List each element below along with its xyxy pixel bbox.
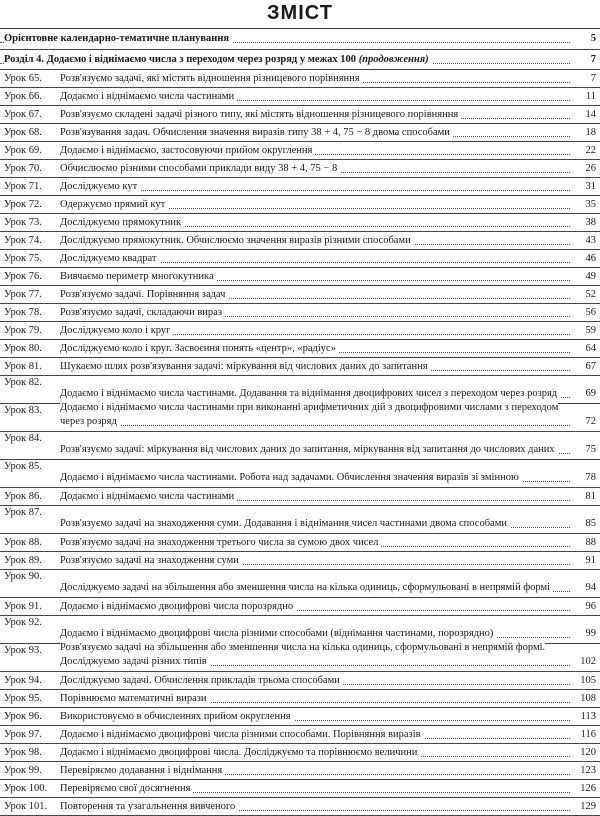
lesson-title-cell	[60, 252, 570, 266]
lesson-title: Розв'язуємо задачі, які містять відношення різницевого порівняння	[60, 73, 363, 84]
toc-lesson-row[interactable]	[0, 268, 600, 286]
toc-lesson-row[interactable]	[0, 286, 600, 304]
toc-lesson-row[interactable]	[0, 304, 600, 322]
lesson-number: Урок 81.	[4, 361, 42, 372]
toc-lesson-row[interactable]	[0, 644, 600, 672]
lesson-number: Урок 65.	[4, 73, 42, 84]
lesson-number: Урок 92.	[4, 617, 42, 628]
lesson-number: Урок 88.	[4, 537, 42, 548]
lesson-title: Досліджуємо кут	[60, 181, 140, 192]
toc-lesson-row[interactable]	[0, 744, 600, 762]
lesson-page-number: 78	[585, 472, 596, 483]
lesson-title-cell	[60, 536, 570, 550]
lesson-page-number: 22	[585, 144, 596, 156]
lesson-number: Урок 82.	[4, 377, 42, 388]
toc-lesson-row[interactable]	[0, 672, 600, 690]
lesson-page-number: 43	[585, 234, 596, 246]
lesson-title-cell	[60, 674, 570, 688]
lesson-title: Досліджуємо задачі на збільшення або зменшення числа на кілька одиниць, сформульовані в непрямій формі	[60, 582, 553, 593]
lesson-title-cell	[60, 324, 570, 338]
toc-lesson-row[interactable]	[0, 124, 600, 142]
toc-lesson-row[interactable]	[0, 432, 600, 460]
toc-intro-text: Орієнтовне календарно-тематичне планування	[4, 33, 232, 44]
lesson-title: Додаємо і віднімаємо числа частинами при виконанні арифметичних дій з двоцифровими числами з переходом через розряд	[60, 402, 559, 427]
lesson-number: Урок 91.	[4, 601, 42, 612]
lesson-page-number: 64	[585, 342, 596, 354]
lesson-title-cell	[60, 490, 570, 504]
lesson-title-cell	[60, 554, 570, 568]
toc-lesson-row[interactable]	[0, 340, 600, 358]
lesson-page-number: 38	[585, 216, 596, 228]
toc-lesson-row[interactable]	[0, 160, 600, 178]
toc-lesson-row[interactable]	[0, 460, 600, 488]
toc-intro-page: 5	[590, 33, 596, 44]
lesson-title: Одержуємо прямий кут	[60, 199, 168, 210]
toc-lesson-row[interactable]	[0, 506, 600, 534]
lesson-number: Урок 79.	[4, 325, 42, 336]
lesson-title: Розв'язуємо задачі: міркування від числових даних до запитання, міркування від запитання до числових даних	[60, 444, 558, 455]
lesson-page-number: 35	[585, 198, 596, 210]
lesson-number: Урок 86.	[4, 491, 42, 502]
lesson-title-cell	[60, 471, 570, 485]
lesson-title: Додаємо і віднімаємо числа частинами	[60, 91, 237, 102]
lesson-title-cell	[60, 288, 570, 302]
lesson-number: Урок 95.	[4, 693, 42, 704]
lesson-number: Урок 84.	[4, 433, 42, 444]
lesson-page-number: 72	[585, 416, 596, 427]
lesson-page-number: 59	[585, 324, 596, 336]
lesson-title-cell	[60, 360, 570, 374]
toc-lesson-row[interactable]	[0, 70, 600, 88]
lesson-page-number: 120	[580, 746, 596, 758]
lesson-title-cell	[60, 443, 570, 457]
lesson-number: Урок 78.	[4, 307, 42, 318]
lesson-page-number: 113	[580, 710, 596, 722]
lesson-title-cell	[60, 782, 570, 796]
toc-lesson-row[interactable]	[0, 214, 600, 232]
toc-section-row[interactable]	[0, 50, 600, 70]
lesson-page-number: 116	[580, 728, 596, 740]
toc-section-page: 7	[590, 53, 596, 65]
lesson-title-cell	[60, 126, 570, 140]
lesson-title: Перевіряємо свої досягнення	[60, 783, 193, 794]
lesson-title: Досліджуємо прямокутник. Обчислюємо значення виразів різними способами	[60, 235, 414, 246]
lesson-title-cell	[60, 198, 570, 212]
lesson-title: Додаємо і віднімаємо числа частинами. Додавання та віднімання двоцифрових чисел з переходом через розряд	[60, 388, 560, 399]
lesson-number: Урок 75.	[4, 253, 42, 264]
lesson-page-number: 108	[580, 692, 596, 704]
lesson-page-number: 75	[585, 444, 596, 455]
section-suffix: (продовження)	[358, 53, 429, 65]
lesson-page-number: 7	[590, 72, 596, 84]
page-title: ЗМІСТ	[267, 2, 333, 24]
lesson-title-cell	[60, 600, 570, 614]
lesson-page-number: 67	[585, 360, 596, 372]
lesson-page-number: 11	[585, 90, 596, 102]
toc-lesson-row[interactable]	[0, 798, 600, 816]
lesson-title: Розв'язуємо задачі на знаходження суми. Додавання і віднімання чисел частинами двома способами	[60, 518, 510, 529]
toc-lesson-row[interactable]	[0, 196, 600, 214]
lesson-page-number: 18	[585, 126, 596, 138]
lesson-number: Урок 97.	[4, 729, 42, 740]
lesson-title: Додаємо і віднімаємо, застосовуючи прийом округлення	[60, 145, 315, 156]
lesson-title: Додаємо і віднімаємо числа частинами. Робота над задачами. Обчислення значення виразів зі змінною	[60, 472, 522, 483]
lesson-title-cell	[60, 216, 570, 230]
lesson-title: Шукаємо шлях розв'язування задачі: міркування від числових даних до запитання	[60, 361, 431, 372]
lesson-title: Розв'язуємо задачі на знаходження третього числа за сумою двох чисел	[60, 537, 381, 548]
toc-lesson-row[interactable]	[0, 780, 600, 798]
lesson-page-number: 49	[585, 270, 596, 282]
toc-section-label	[0, 53, 570, 67]
lesson-title-cell	[60, 162, 570, 176]
toc-lesson-row[interactable]	[0, 616, 600, 644]
lesson-page-number: 99	[585, 628, 596, 639]
lesson-page-number: 31	[585, 180, 596, 192]
lesson-title-cell	[60, 144, 570, 158]
toc-section-text	[4, 54, 432, 65]
lesson-number: Урок 90.	[4, 571, 42, 582]
lesson-number: Урок 96.	[4, 711, 42, 722]
lesson-title: Додаємо і віднімаємо двоцифрові числа різними способами. Порівняння виразів	[60, 729, 424, 740]
toc-lesson-row[interactable]	[0, 106, 600, 124]
lesson-number: Урок 76.	[4, 271, 42, 282]
lesson-number: Урок 67.	[4, 109, 42, 120]
lesson-title: Досліджуємо коло і круг. Засвоєння понять «центр», «радіус»	[60, 343, 339, 354]
lesson-title-cell	[60, 581, 570, 595]
lesson-title: Досліджуємо коло і круг	[60, 325, 173, 336]
toc-lesson-row[interactable]	[0, 534, 600, 552]
lesson-title: Додаємо і віднімаємо двоцифрові числа. Досліджуємо та порівнюємо величини	[60, 747, 420, 758]
lesson-title: Повторення та узагальнення вивченого	[60, 801, 238, 812]
lesson-title-cell	[60, 342, 570, 356]
lesson-title-cell	[60, 800, 570, 814]
lesson-title: Досліджуємо прямокутник	[60, 217, 184, 228]
lesson-title-cell	[60, 72, 570, 86]
lesson-title: Обчислюємо різними способами приклади виду 38 + 4, 75 − 8	[60, 163, 340, 174]
toc-lesson-row[interactable]	[0, 142, 600, 160]
lesson-page-number: 85	[585, 518, 596, 529]
lesson-title-cell	[60, 764, 570, 778]
lesson-number: Урок 89.	[4, 555, 42, 566]
lesson-list	[0, 70, 600, 816]
lesson-page-number: 102	[580, 656, 596, 667]
lesson-title: Розв'язування задач. Обчислення значення виразів типу 38 + 4, 75 − 8 двома способами	[60, 127, 453, 138]
lesson-number: Урок 71.	[4, 181, 42, 192]
lesson-title-cell	[60, 90, 570, 104]
toc-lesson-row[interactable]	[0, 726, 600, 744]
toc-lesson-row[interactable]	[0, 570, 600, 598]
lesson-page-number: 91	[585, 554, 596, 566]
lesson-page-number: 46	[585, 252, 596, 264]
lesson-number: Урок 73.	[4, 217, 42, 228]
toc-lesson-row[interactable]	[0, 322, 600, 340]
lesson-title: Перевіряємо додавання і віднімання	[60, 765, 225, 776]
lesson-page-number: 94	[585, 582, 596, 593]
lesson-title-cell	[60, 306, 570, 320]
lesson-title-cell	[60, 517, 570, 531]
lesson-title-cell	[60, 108, 570, 122]
lesson-title: Розв'язуємо задачі. Порівняння задач	[60, 289, 228, 300]
lesson-page-number: 126	[580, 782, 596, 794]
lesson-title-cell	[60, 692, 570, 706]
lesson-page-number: 14	[585, 108, 596, 120]
lesson-page-number: 69	[585, 388, 596, 399]
toc-lesson-row[interactable]	[0, 488, 600, 506]
toc-lesson-row[interactable]	[0, 690, 600, 708]
toc-lesson-row[interactable]	[0, 358, 600, 376]
lesson-title-cell	[60, 387, 570, 401]
toc-lesson-row[interactable]	[0, 232, 600, 250]
toc-lesson-row[interactable]	[0, 376, 600, 404]
lesson-number: Урок 66.	[4, 91, 42, 102]
lesson-number: Урок 70.	[4, 163, 42, 174]
toc-lesson-row[interactable]	[0, 708, 600, 726]
lesson-title: Досліджуємо квадрат	[60, 253, 160, 264]
lesson-number: Урок 100.	[4, 783, 48, 794]
lesson-title: Додаємо і віднімаємо двоцифрові числа порозрядно	[60, 601, 296, 612]
lesson-title: Вивчаємо периметр многокутника	[60, 271, 217, 282]
lesson-number: Урок 68.	[4, 127, 42, 138]
lesson-title: Використовуємо в обчисленнях прийом округлення	[60, 711, 294, 722]
lesson-page-number: 129	[580, 800, 596, 812]
lesson-title: Додаємо і віднімаємо числа частинами	[60, 491, 237, 502]
lesson-title-cell	[60, 710, 570, 724]
toc-lesson-row[interactable]	[0, 598, 600, 616]
lesson-number: Урок 80.	[4, 343, 42, 354]
lesson-number: Урок 98.	[4, 747, 42, 758]
toc-lesson-row[interactable]	[0, 88, 600, 106]
toc-lesson-row[interactable]	[0, 178, 600, 196]
lesson-number: Урок 69.	[4, 145, 42, 156]
lesson-number: Урок 72.	[4, 199, 42, 210]
lesson-number: Урок 83.	[4, 405, 42, 416]
lesson-title: Розв'язуємо задачі, складаючи вираз	[60, 307, 225, 318]
lesson-title-cell	[60, 627, 570, 641]
toc-lesson-row[interactable]	[0, 552, 600, 570]
lesson-title: Розв'язуємо задачі на знаходження суми	[60, 555, 242, 566]
lesson-number: Урок 101.	[4, 801, 48, 812]
lesson-page-number: 123	[580, 764, 596, 776]
lesson-number: Урок 87.	[4, 507, 42, 518]
lesson-number: Урок 93.	[4, 645, 42, 656]
toc-lesson-row[interactable]	[0, 762, 600, 780]
lesson-title-cell	[60, 180, 570, 194]
toc-lesson-row[interactable]	[0, 404, 600, 432]
lesson-number: Урок 94.	[4, 675, 42, 686]
lesson-page-number: 88	[585, 536, 596, 548]
section-title: Розділ 4. Додаємо і віднімаємо числа з переходом через розряд у межах 100	[4, 53, 357, 65]
lesson-title-cell	[60, 401, 570, 429]
lesson-number: Урок 74.	[4, 235, 42, 246]
toc-intro-row[interactable]	[0, 29, 600, 50]
lesson-number: Урок 85.	[4, 461, 42, 472]
lesson-title-cell	[60, 641, 570, 669]
lesson-number: Урок 99.	[4, 765, 42, 776]
toc-lesson-row[interactable]	[0, 250, 600, 268]
lesson-title-cell	[60, 270, 570, 284]
lesson-title: Досліджуємо задачі. Обчислення прикладів трьома способами	[60, 675, 343, 686]
lesson-title-cell	[60, 746, 570, 760]
lesson-title-cell	[60, 234, 570, 248]
lesson-page-number: 96	[585, 600, 596, 612]
lesson-page-number: 56	[585, 306, 596, 318]
lesson-title: Розв'язуємо складені задачі різного типу, які містять відношення різницевого порівняння	[60, 109, 461, 120]
lesson-title: Порівнюємо математичні вирази	[60, 693, 210, 704]
lesson-title-cell	[60, 728, 570, 742]
table-of-contents	[0, 28, 600, 816]
lesson-page-number: 105	[580, 674, 596, 686]
lesson-title: Додаємо і віднімаємо двоцифрові числа різними способами (віднімання частинами, порозрядно)	[60, 628, 496, 639]
lesson-page-number: 26	[585, 162, 596, 174]
dot-leader	[60, 425, 570, 426]
lesson-page-number: 81	[585, 490, 596, 502]
toc-intro-label	[0, 32, 570, 46]
lesson-number: Урок 77.	[4, 289, 42, 300]
lesson-page-number: 52	[585, 288, 596, 300]
lesson-title: Розв'язуємо задачі на збільшення або зменшення числа на кілька одиниць, сформульовані в непрямій формі. Досліджуємо задачі різних типів	[60, 642, 546, 667]
